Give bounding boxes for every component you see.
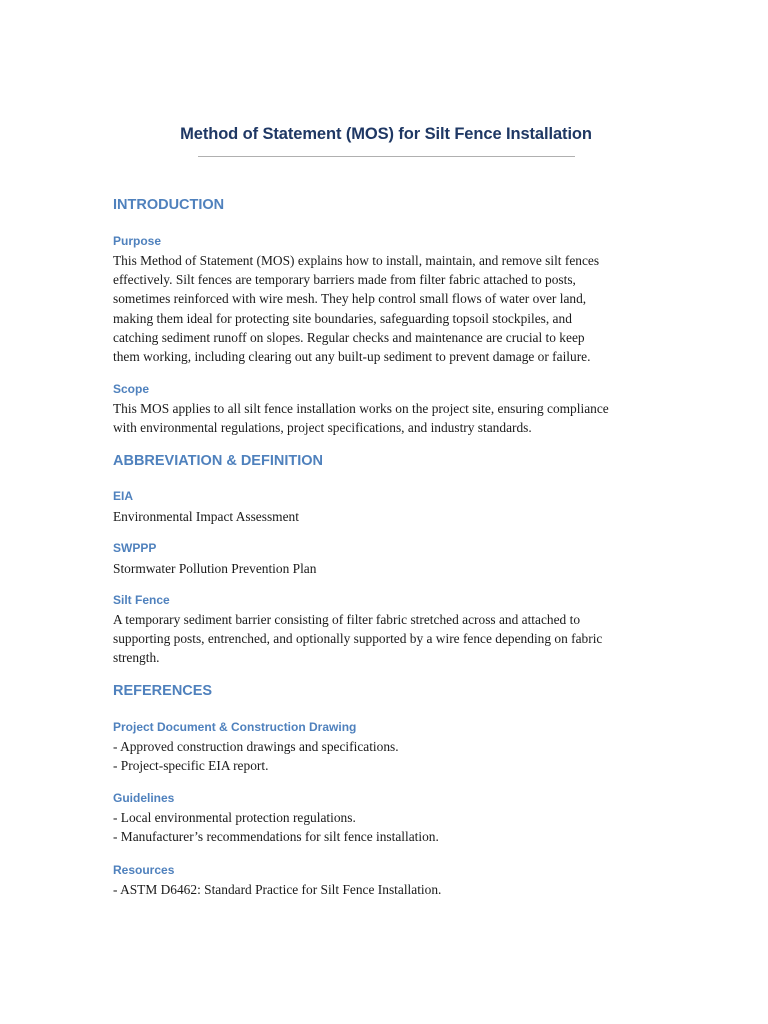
scope-line: This MOS applies to all silt fence installation works on the project site, ensuring compliance	[113, 401, 609, 416]
definition-line: A temporary sediment barrier consisting of filter fabric stretched across and attached to	[113, 612, 581, 627]
scope-paragraph	[113, 399, 673, 437]
reference-resources-heading: Resources	[113, 863, 175, 877]
purpose-line: sometimes reinforced with wire mesh. They help control small flows of water over land,	[113, 291, 587, 307]
purpose-line: effectively. Silt fences are temporary barriers made from filter fabric attached to posts,	[113, 272, 576, 288]
introduction-heading: INTRODUCTION	[113, 197, 225, 213]
abbreviation-definition-swppp	[113, 559, 673, 578]
reference-list-item: - Manufacturer’s recommendations for silt fence installation.	[113, 829, 439, 845]
reference-list-item: - ASTM D6462: Standard Practice for Silt Fence Installation.	[113, 882, 442, 897]
definition-line: Stormwater Pollution Prevention Plan	[113, 561, 317, 576]
reference-guidelines-heading: Guidelines	[113, 791, 175, 805]
purpose-paragraph	[113, 251, 673, 366]
title-divider	[198, 156, 575, 157]
purpose-line: making them ideal for protecting site boundaries, safeguarding topsoil stockpiles, and	[113, 310, 572, 326]
reference-resources-list	[113, 880, 673, 899]
references-heading: REFERENCES	[113, 683, 213, 699]
scope-heading: Scope	[113, 382, 150, 396]
reference-list-item: - Project-specific EIA report.	[113, 758, 269, 774]
reference-guidelines-list	[113, 808, 673, 846]
purpose-heading: Purpose	[113, 234, 162, 248]
scope-line: with environmental regulations, project specifications, and industry standards.	[113, 420, 532, 436]
definition-line: strength.	[113, 650, 160, 666]
definition-line: Environmental Impact Assessment	[113, 509, 299, 524]
reference-list-item: - Local environmental protection regulations.	[113, 810, 356, 825]
abbreviation-definition-eia	[113, 507, 673, 526]
reference-project-documents-heading: Project Document & Construction Drawing	[113, 720, 357, 734]
abbreviation-heading: ABBREVIATION & DEFINITION	[113, 453, 323, 469]
reference-project-documents-list	[113, 737, 673, 775]
abbreviation-definition-silt-fence	[113, 610, 673, 668]
abbreviation-term-swppp: SWPPP	[113, 541, 157, 555]
reference-list-item: - Approved construction drawings and specifications.	[113, 739, 399, 754]
abbreviation-term-silt-fence: Silt Fence	[113, 593, 170, 607]
purpose-line: them working, including clearing out any built-up sediment to prevent damage or failure.	[113, 349, 591, 365]
purpose-line: catching sediment runoff on slopes. Regular checks and maintenance are crucial to keep	[113, 329, 585, 345]
purpose-line: This Method of Statement (MOS) explains how to install, maintain, and remove silt fences	[113, 253, 600, 268]
abbreviation-term-eia: EIA	[113, 489, 134, 503]
document-title: Method of Statement (MOS) for Silt Fence Installation	[180, 125, 592, 143]
definition-line: supporting posts, entrenched, and optionally supported by a wire fence depending on fabric	[113, 631, 603, 647]
